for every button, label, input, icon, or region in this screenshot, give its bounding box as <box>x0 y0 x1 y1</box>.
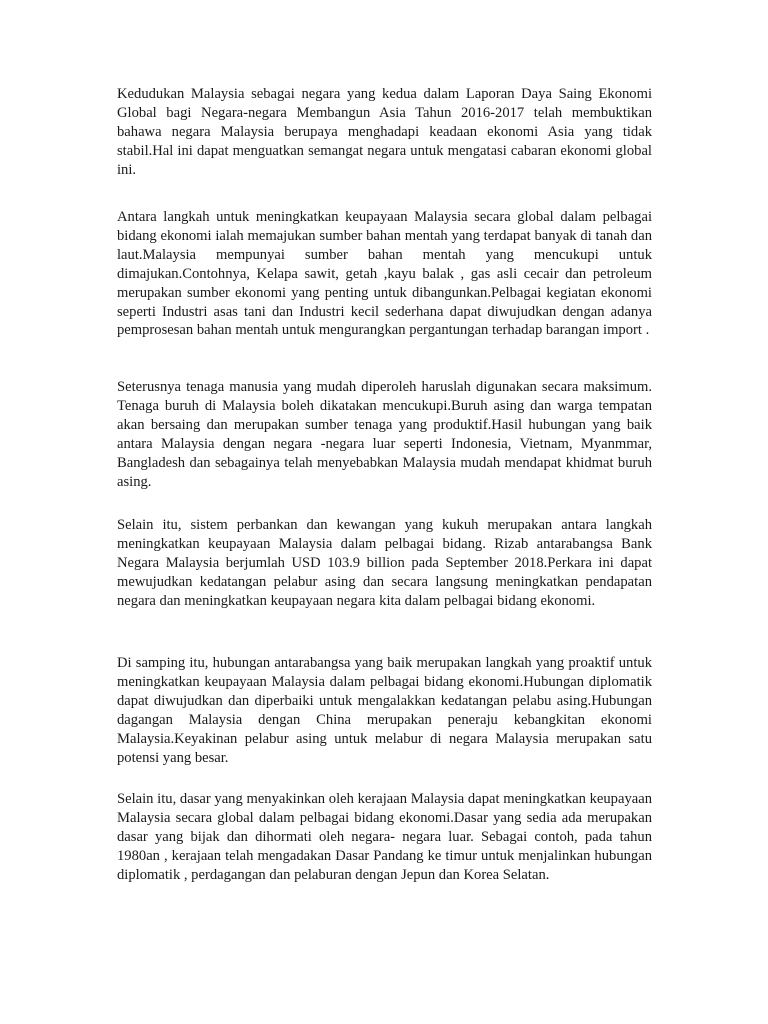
paragraph-3: Seterusnya tenaga manusia yang mudah diperoleh haruslah digunakan secara maksimum. Tenaga buruh di Malaysia boleh dikatakan mencukupi.Buruh asing dan warga tempatan akan bersaing dan merupakan sumber tenaga yang produktif.Hasil hubungan yang baik antara Malaysia dengan negara -negara luar seperti Indonesia, Vietnam, Myanmmar, Bangladesh dan sebagainya telah menyebabkan Malaysia mudah mendapat khidmat buruh asing. <box>117 379 652 490</box>
paragraph-4: Selain itu, sistem perbankan dan kewangan yang kukuh merupakan antara langkah meningkatkan keupayaan Malaysia dalam pelbagai bidang. Rizab antarabangsa Bank Negara Malaysia berjumlah USD 103.9 billion pada September 2018.Perkara ini dapat mewujudkan kedatangan pelabur asing dan secara langsung meningkatkan pendapatan negara dan meningkatkan keupayaan negara kita dalam pelbagai bidang ekonomi. <box>117 517 652 609</box>
paragraph-1: Kedudukan Malaysia sebagai negara yang kedua dalam Laporan Daya Saing Ekonomi Global bagi Negara-negara Membangun Asia Tahun 2016-2017 telah membuktikan bahawa negara Malaysia berupaya menghadapi keadaan ekonomi Asia yang tidak stabil.Hal ini dapat menguatkan semangat negara untuk mengatasi cabaran ekonomi global ini. <box>117 86 652 178</box>
paragraph-2: Antara langkah untuk meningkatkan keupayaan Malaysia secara global dalam pelbagai bidang ekonomi ialah memajukan sumber bahan mentah yang terdapat banyak di tanah dan laut.Malaysia mempunyai sumber bahan mentah yang mencukupi untuk dimajukan.Contohnya, Kelapa sawit, getah ,kayu balak , gas asli cecair dan petroleum merupakan sumber ekonomi yang penting untuk dibangunkan.Pelbagai kegiatan ekonomi seperti Industri asas tani dan Industri kecil sederhana dapat diwujudkan dengan adanya pemprosesan bahan mentah untuk mengurangkan pergantungan terhadap barangan import . <box>117 209 652 339</box>
paragraph-5: Di samping itu, hubungan antarabangsa yang baik merupakan langkah yang proaktif untuk meningkatkan keupayaan Malaysia dalam pelbagai bidang ekonomi.Hubungan diplomatik dapat diwujudkan dan diperbaiki untuk mengalakkan kedatangan pelabu asing.Hubungan dagangan Malaysia dengan China merupakan peneraju kebangkitan ekonomi Malaysia.Keyakinan pelabur asing untuk melabur di negara Malaysia merupakan satu potensi yang besar. <box>117 655 652 766</box>
paragraph-6: Selain itu, dasar yang menyakinkan oleh kerajaan Malaysia dapat meningkatkan keupayaan Malaysia secara global dalam pelbagai bidang ekonomi.Dasar yang sedia ada merupakan dasar yang bijak dan dihormati oleh negara- negara luar. Sebagai contoh, pada tahun 1980an , kerajaan telah mengadakan Dasar Pandang ke timur untuk menjalinkan hubungan diplomatik , perdagangan dan pelaburan dengan Jepun dan Korea Selatan. <box>117 791 652 883</box>
